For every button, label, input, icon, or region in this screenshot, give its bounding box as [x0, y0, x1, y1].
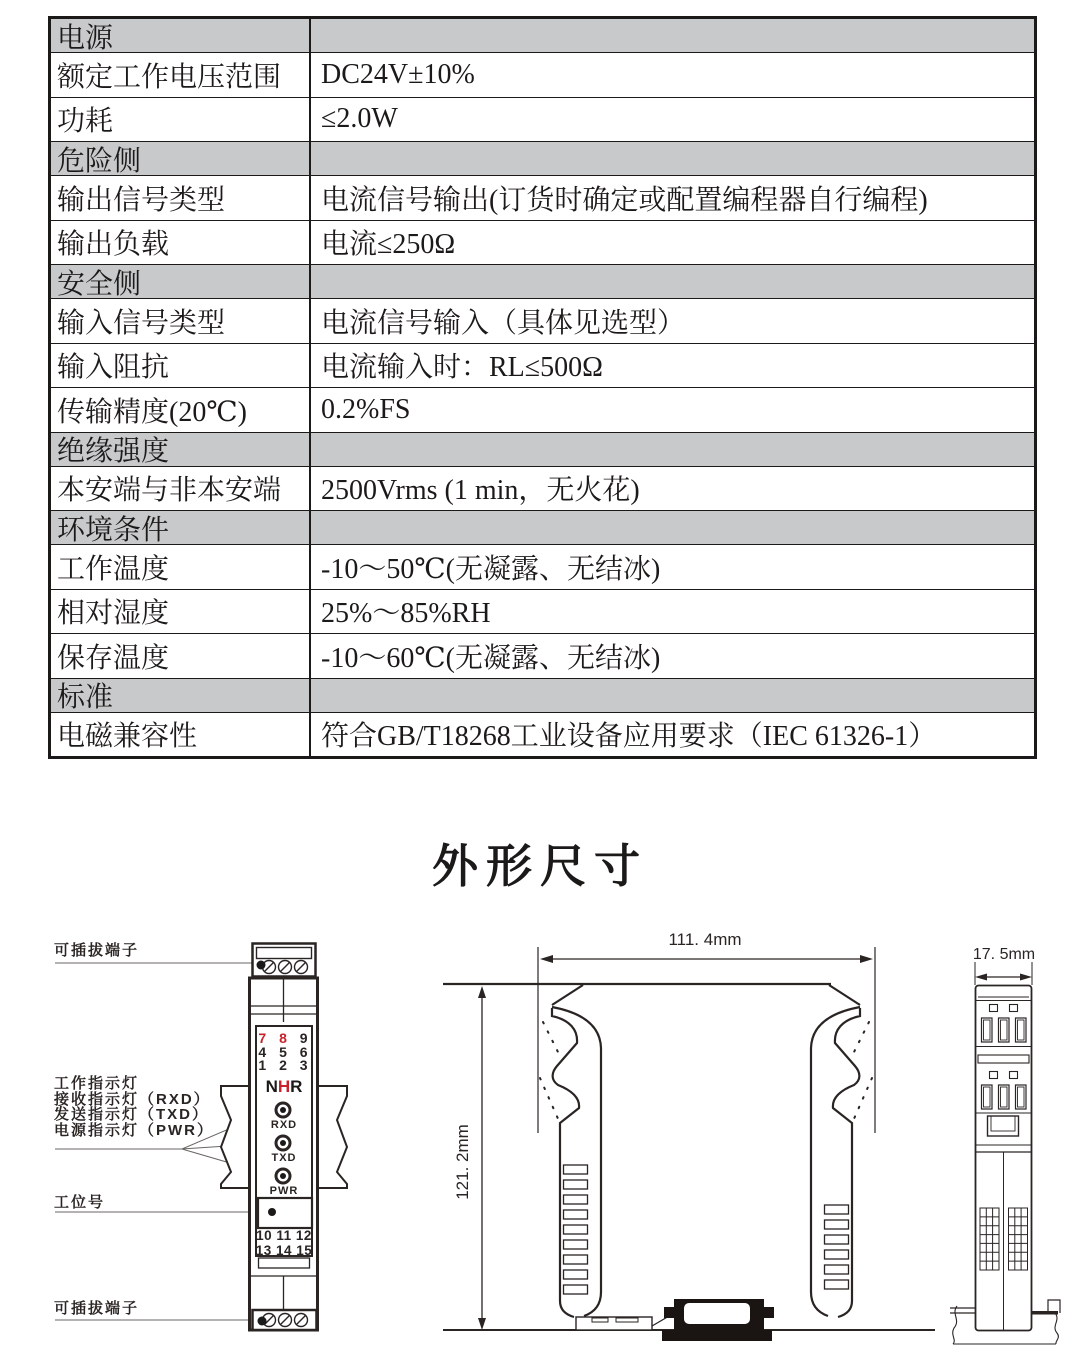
- spec-section-label: 危险侧: [51, 142, 311, 175]
- spec-label-cell: 输入信号类型: [51, 299, 311, 343]
- label-indicator-lights: [54, 1076, 214, 1138]
- label-txd-indicator: 发送指示灯（TXD）: [54, 1106, 210, 1123]
- height-dimension-text: 121. 2mm: [453, 1124, 472, 1200]
- spec-value-cell: [311, 142, 1034, 175]
- terminal-number: 7: [258, 1030, 267, 1046]
- vent-slots-right: [825, 1205, 849, 1289]
- table-row: [51, 52, 1034, 97]
- table-row: [51, 298, 1034, 343]
- spec-label-cell: 额定工作电压范围: [51, 53, 311, 97]
- width-dimension-text: 111. 4mm: [668, 930, 742, 949]
- spec-section-label: 环境条件: [51, 511, 311, 544]
- table-row: [51, 141, 1034, 175]
- terminal-number: 8: [279, 1030, 287, 1046]
- spec-value-cell: 25%～85%RH: [321, 598, 491, 630]
- spec-value-cell: 电流≤250Ω: [321, 229, 456, 261]
- spec-value-cell: 电流信号输入（具体见选型）: [321, 307, 686, 339]
- table-row: [51, 220, 1034, 265]
- table-row: [51, 466, 1034, 511]
- spec-section-label: 电源: [51, 19, 311, 52]
- vent-slots-left: [564, 1165, 588, 1294]
- label-pwr-indicator: 电源指示灯（PWR）: [54, 1121, 214, 1139]
- terminal-number: 9: [299, 1030, 308, 1046]
- terminal-number: 2: [279, 1057, 287, 1073]
- spec-value-cell: [311, 19, 1034, 52]
- terminal-block-top: [253, 944, 316, 977]
- table-row: [51, 712, 1034, 757]
- depth-dimension: [975, 962, 1032, 985]
- label-station-number: 工位号: [54, 1194, 106, 1211]
- spec-label-cell: 相对湿度: [51, 590, 311, 634]
- table-row: [51, 589, 1034, 634]
- table-row: [51, 343, 1034, 388]
- width-dimension: [538, 947, 875, 1133]
- terminal-number: 6: [299, 1043, 308, 1060]
- dimension-drawings-canvas: [0, 925, 1080, 1356]
- spec-value-cell: -10～50℃(无凝露、无结冰): [321, 553, 661, 585]
- spec-value-cell: -10～60℃(无凝露、无结冰): [321, 642, 661, 674]
- brand-letter: N: [265, 1077, 278, 1096]
- table-row: [51, 175, 1034, 220]
- table-row: [51, 544, 1034, 589]
- din-rail-left: [221, 1086, 249, 1188]
- label-working-indicator: 工作指示灯: [54, 1075, 140, 1092]
- label-pluggable-terminal-top: 可插拔端子: [54, 942, 140, 959]
- spec-label-cell: 电磁兼容性: [51, 713, 311, 757]
- spec-section-label: 安全侧: [51, 265, 311, 298]
- terminal-number-grid: [252, 1032, 314, 1073]
- terminal-number: 4: [258, 1043, 267, 1060]
- spec-section-label: 绝缘强度: [51, 433, 311, 466]
- spec-label-cell: 输出负载: [51, 221, 311, 265]
- spec-value-cell: 0.2%FS: [321, 393, 411, 425]
- spec-value-cell: 符合GB/T18268工业设备应用要求（IEC 61326-1）: [321, 721, 937, 753]
- terminal-numbers-bottom-row1: 10 11 12: [256, 1228, 312, 1243]
- spec-label-cell: 工作温度: [51, 545, 311, 589]
- spec-label-cell: 功耗: [51, 98, 311, 142]
- spec-value-cell: ≤2.0W: [321, 103, 398, 135]
- spec-label-cell: 输出信号类型: [51, 176, 311, 220]
- table-row: [51, 432, 1034, 466]
- spec-value-cell: DC24V±10%: [321, 58, 475, 90]
- led-label-txd: TXD: [271, 1152, 297, 1164]
- table-row: [51, 19, 1034, 52]
- spec-label-cell: 本安端与非本安端: [51, 467, 311, 511]
- spec-value-cell: 2500Vrms (1 min，无火花): [321, 475, 640, 507]
- terminal-number: 1: [258, 1057, 267, 1073]
- brand-logo: [249, 1077, 319, 1097]
- spec-value-cell: [311, 265, 1034, 298]
- terminal-number: 3: [299, 1057, 308, 1073]
- height-dimension: [478, 986, 486, 1330]
- din-rail-right: [318, 1086, 347, 1188]
- spec-section-label: 标准: [51, 679, 311, 712]
- spec-value-cell: [311, 433, 1034, 466]
- table-row: [51, 97, 1034, 142]
- side-view-drawing: [443, 947, 935, 1341]
- table-row: [51, 510, 1034, 544]
- label-pluggable-terminal-bottom: 可插拔端子: [54, 1300, 140, 1317]
- end-view-drawing: [950, 962, 1060, 1344]
- led-label-pwr: PWR: [269, 1185, 299, 1197]
- table-row: [51, 387, 1034, 432]
- depth-dimension-text: 17. 5mm: [972, 946, 1036, 963]
- spec-table: [48, 16, 1037, 759]
- spec-value-cell: [311, 511, 1034, 544]
- spec-label-cell: 保存温度: [51, 634, 311, 678]
- terminal-number: 5: [279, 1043, 287, 1060]
- table-row: [51, 264, 1034, 298]
- led-label-rxd: RXD: [270, 1119, 298, 1131]
- label-rxd-indicator: 接收指示灯（RXD）: [54, 1090, 211, 1108]
- spec-value-cell: 电流信号输出(订货时确定或配置编程器自行编程): [321, 184, 928, 216]
- spec-value-cell: [311, 679, 1034, 712]
- page-title: 外形尺寸: [432, 840, 648, 892]
- spec-value-cell: 电流输入时：RL≤500Ω: [321, 352, 603, 384]
- spec-label-cell: 传输精度(20℃): [51, 388, 311, 432]
- spec-label-cell: 输入阻抗: [51, 344, 311, 388]
- table-row: [51, 678, 1034, 712]
- brand-letter: H: [277, 1077, 291, 1096]
- table-row: [51, 633, 1034, 678]
- brand-letter: R: [290, 1077, 303, 1096]
- terminal-numbers-bottom-row2: 13 14 15: [255, 1242, 313, 1258]
